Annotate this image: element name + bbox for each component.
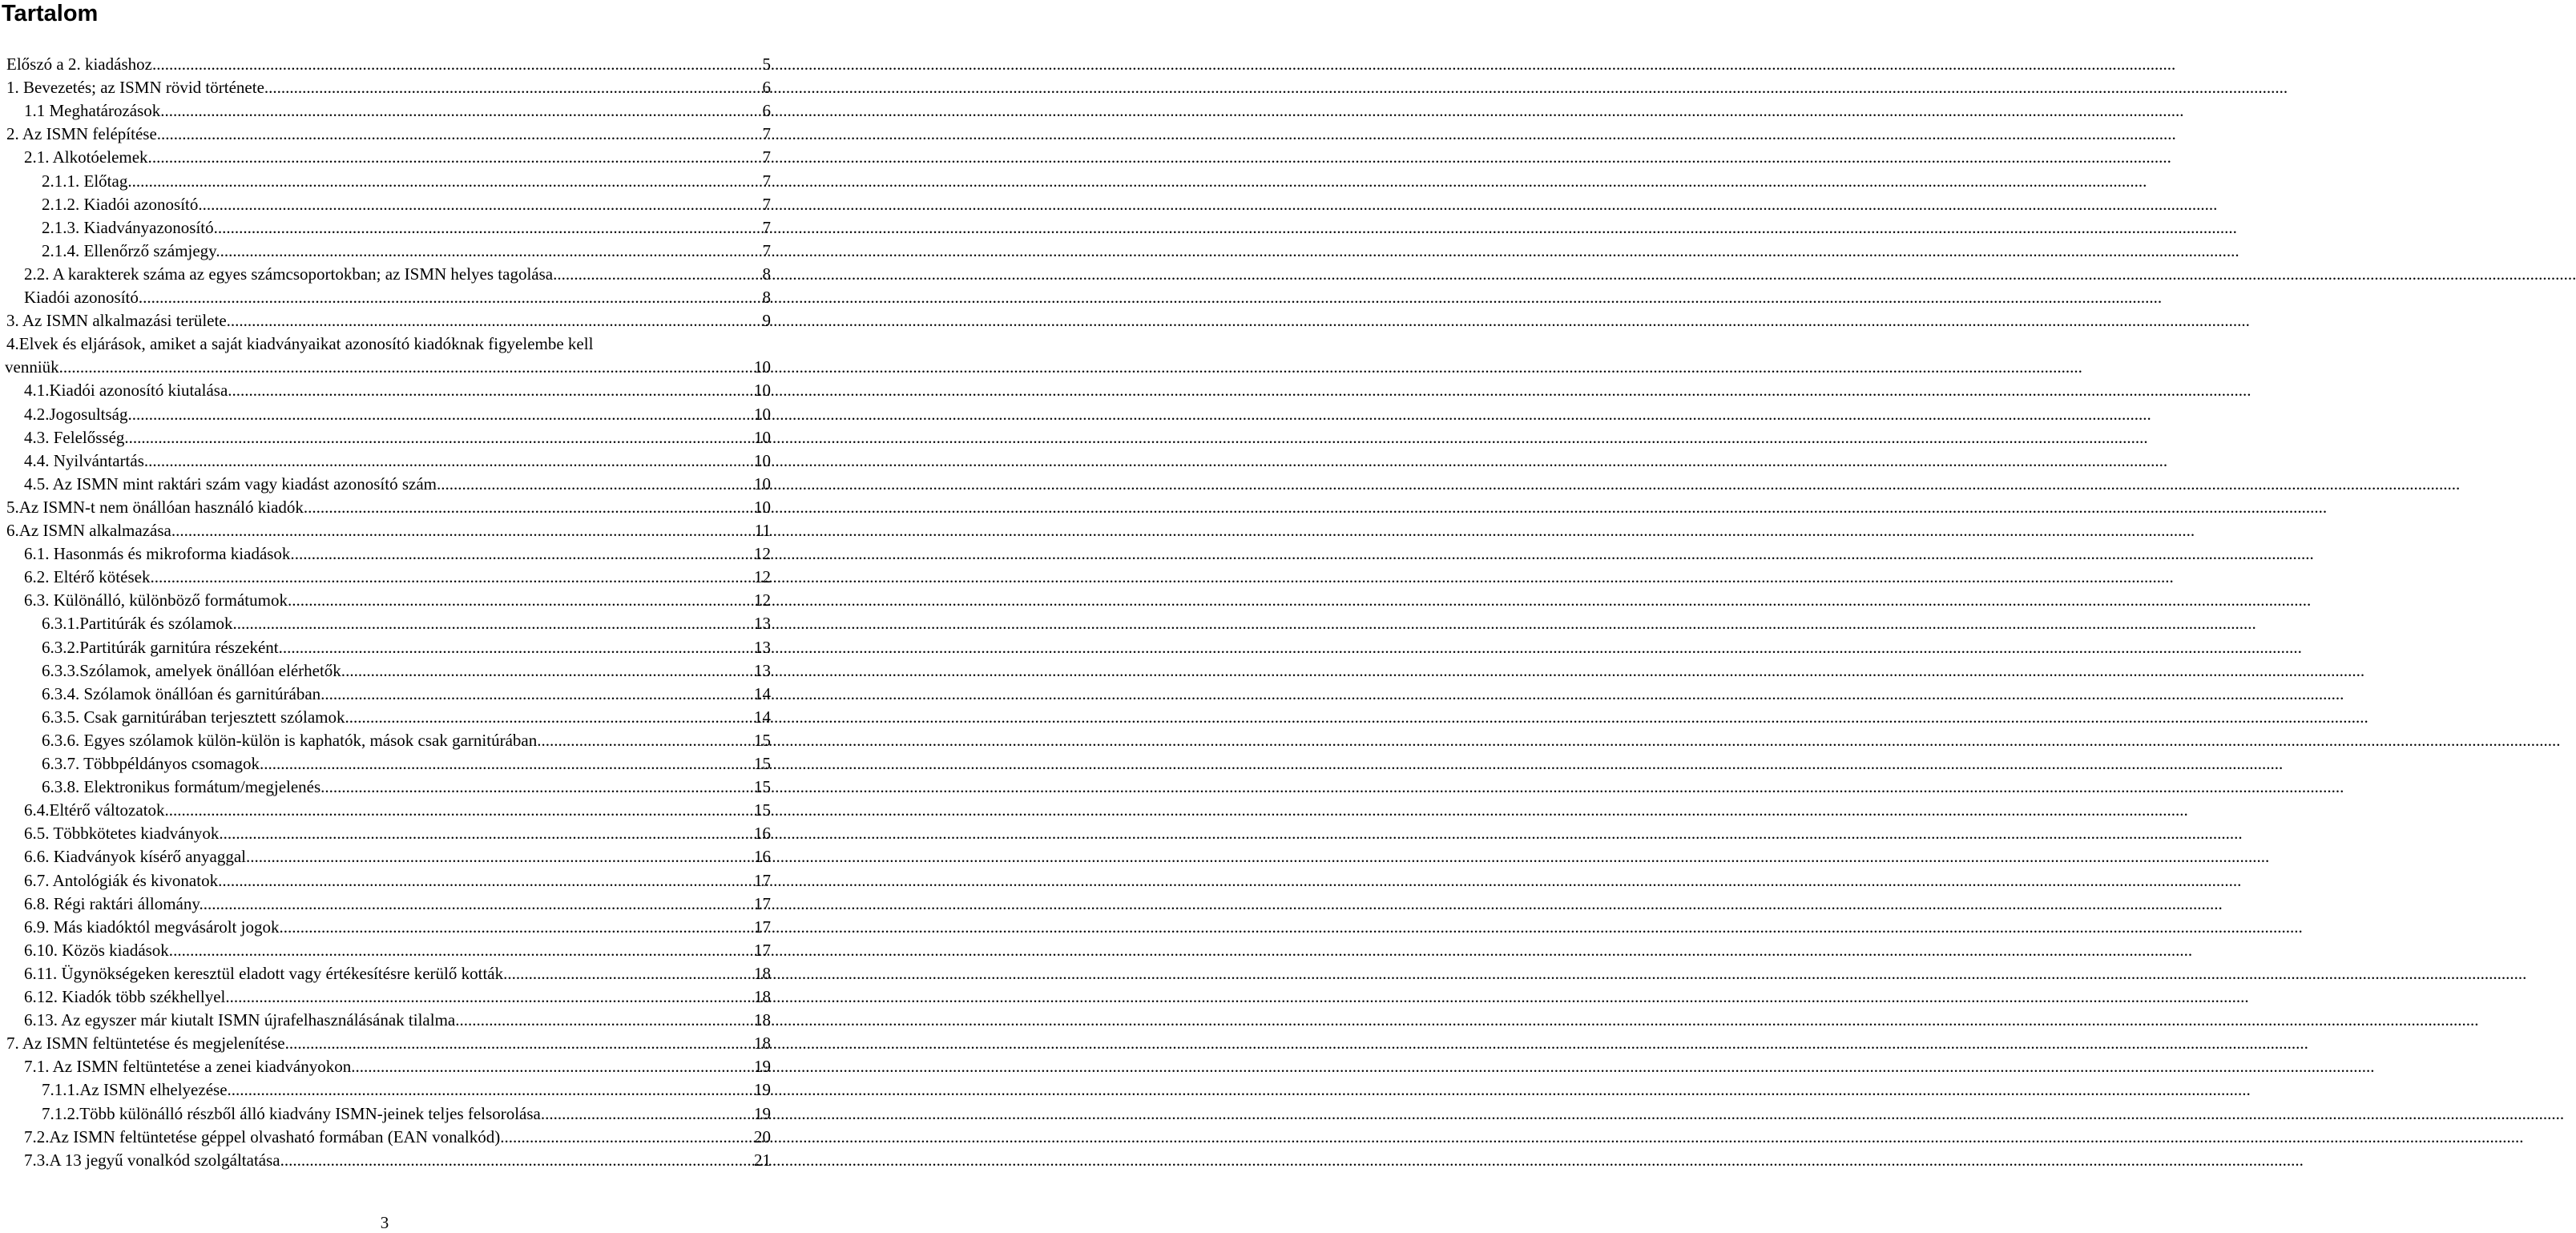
toc-entry-title: 7.3.A 13 jegyű vonalkód szolgáltatása.	[24, 1150, 284, 1170]
toc-entry[interactable]	[24, 916, 771, 939]
toc-page-number: 18	[754, 987, 771, 1006]
toc-entry[interactable]	[24, 822, 771, 845]
toc-leader-dots	[284, 916, 754, 939]
toc-entry[interactable]	[24, 1149, 771, 1172]
toc-entry[interactable]	[42, 612, 771, 635]
toc-entry[interactable]	[24, 1009, 771, 1032]
toc-entry-title: 6.3.1.Partitúrák és szólamok.	[42, 614, 237, 634]
toc-entry-title: 2.1.4. Ellenőrző számjegy.	[42, 240, 220, 260]
toc-entry-title: 4.5. Az ISMN mint raktári szám vagy kiadást azonosító szám.	[24, 473, 441, 494]
toc-entry[interactable]	[42, 1102, 771, 1126]
toc-leader-dots	[220, 240, 763, 263]
toc-entry[interactable]	[24, 799, 771, 822]
toc-leader-dots	[232, 1078, 754, 1102]
toc-leader-dots	[175, 519, 755, 542]
toc-page-number: 10	[754, 497, 771, 517]
toc-page-number: 10	[754, 450, 771, 470]
toc-page-number: 18	[754, 963, 771, 983]
toc-leader-dots	[505, 1126, 754, 1149]
toc-entry-title: 7.1.2.Több különálló részből álló kiadvány ISMN-jeinek teljes felsorolása.	[42, 1103, 546, 1123]
toc-page-number: 11	[754, 521, 771, 540]
toc-entry-title: 6.3.6. Egyes szólamok külön-külön is kaphatók, mások csak garnitúrában.	[42, 730, 542, 750]
toc-leader-dots	[545, 1102, 754, 1126]
toc-entry-title: 6.3.8. Elektronikus formátum/megjelenés.	[42, 777, 325, 797]
toc-leader-dots	[157, 123, 763, 146]
toc-entry[interactable]	[24, 99, 771, 123]
toc-leader-dots	[224, 822, 754, 845]
toc-leader-dots	[222, 869, 754, 893]
toc-page-number: 7	[762, 240, 771, 260]
toc-entry-title: 4.3. Felelősség.	[24, 427, 129, 447]
toc-entry[interactable]	[24, 869, 771, 893]
toc-entry-title: 3. Az ISMN alkalmazási területe.	[6, 311, 231, 331]
toc-entry-title: 6.10. Közös kiadások.	[24, 940, 174, 960]
toc-leader-dots	[232, 379, 754, 402]
toc-leader-dots	[132, 403, 754, 426]
toc-page-number: 19	[754, 1080, 771, 1100]
toc-entry-title: 6.Az ISMN alkalmazása.	[6, 521, 176, 540]
toc-page-number: 17	[754, 940, 771, 960]
toc-entry-title: 2.1.1. Előtag	[42, 171, 128, 191]
toc-leader-dots	[204, 893, 754, 916]
toc-page-number: 12	[754, 544, 771, 564]
toc-entry[interactable]	[42, 729, 771, 752]
toc-page-number: 16	[754, 824, 771, 844]
toc-page-number: 21	[754, 1150, 771, 1170]
toc-entry-title: 6.3. Különálló, különböző formátumok.	[24, 590, 292, 610]
toc-leader-dots	[63, 356, 754, 379]
toc-leader-dots	[289, 1032, 754, 1055]
toc-page-number: 6	[762, 78, 771, 98]
toc-page-number: 10	[754, 473, 771, 494]
toc-page-number: 10	[754, 404, 771, 424]
toc-entry-title: Kiadói azonosító.	[24, 288, 143, 307]
toc-entry[interactable]	[24, 939, 771, 962]
toc-entry-title: 6.5. Többkötetes kiadványok.	[24, 824, 224, 844]
toc-page-number: 10	[754, 427, 771, 447]
toc-leader-dots	[325, 683, 754, 706]
toc-entry-title: 4.1.Kiadói azonosító kiutalása.	[24, 381, 232, 401]
toc-entry[interactable]	[24, 146, 771, 169]
toc-entry-title: 2.2. A karakterek száma az egyes számcsoportokban; az ISMN helyes tagolása.	[24, 264, 558, 284]
toc-entry[interactable]	[24, 845, 771, 868]
toc-entry-title: 1. Bevezetés; az ISMN rövid története.	[6, 78, 269, 98]
toc-leader-dots	[283, 636, 754, 659]
toc-entry-title: 6.3.3.Szólamok, amelyek önállóan elérhetők.	[42, 660, 346, 680]
toc-page-number: 7	[762, 194, 771, 214]
toc-entry[interactable]	[6, 123, 771, 146]
toc-page-number: 13	[754, 637, 771, 657]
toc-leader-dots	[349, 706, 754, 729]
toc-page-number: 10	[754, 381, 771, 401]
toc-leader-dots	[231, 309, 763, 332]
toc-page-number: 7	[762, 171, 771, 191]
toc-leader-dots	[198, 193, 762, 216]
toc-page-number: 15	[754, 777, 771, 797]
toc-leader-dots	[165, 99, 763, 123]
toc-entry-title: 2. Az ISMN felépítése	[6, 124, 157, 144]
toc-entry[interactable]	[24, 286, 771, 309]
toc-entry[interactable]	[42, 776, 771, 799]
toc-entry[interactable]	[6, 309, 771, 332]
toc-entry[interactable]	[24, 893, 771, 916]
toc-entry-title: 6.6. Kiadványok kísérő anyaggal.	[24, 847, 251, 867]
toc-entry[interactable]	[24, 426, 771, 449]
toc-entry-title: 6.12. Kiadók több székhellyel.	[24, 987, 230, 1006]
toc-entry[interactable]	[24, 985, 771, 1009]
toc-page-number: 7	[762, 217, 771, 237]
toc-leader-dots	[169, 799, 754, 822]
toc-entry[interactable]	[6, 496, 771, 519]
toc-entry[interactable]	[6, 53, 771, 76]
toc-entry-title: 6.9. Más kiadóktól megvásárolt jogok.	[24, 917, 284, 937]
toc-entry[interactable]	[42, 193, 771, 216]
toc-leader-dots	[325, 776, 754, 799]
toc-entry[interactable]	[24, 566, 771, 589]
toc-page-number: 17	[754, 893, 771, 913]
toc-entry-title: 5.Az ISMN-t nem önállóan használó kiadók.	[6, 497, 308, 517]
toc-leader-dots	[292, 589, 754, 612]
toc-leader-dots	[152, 146, 763, 169]
toc-page-number: 7	[762, 124, 771, 144]
toc-entry-title: 6.4.Eltérő változatok.	[24, 800, 169, 820]
toc-entry[interactable]	[24, 379, 771, 402]
toc-leader-dots	[237, 612, 754, 635]
toc-leader-dots	[173, 939, 754, 962]
toc-entry-title: 6.1. Hasonmás és mikroforma kiadások.	[24, 544, 295, 564]
toc-leader-dots	[345, 659, 754, 683]
toc-page-number: 10	[754, 357, 771, 377]
toc-entry[interactable]	[42, 752, 771, 776]
toc-entry-title: 6.7. Antológiák és kivonatok.	[24, 870, 223, 890]
toc-entry-title: 7.1.1.Az ISMN elhelyezése.	[42, 1080, 232, 1100]
toc-leader-dots	[218, 216, 763, 240]
toc-entry[interactable]	[42, 216, 771, 240]
toc-page-number: 15	[754, 754, 771, 773]
toc-leader-dots	[268, 76, 762, 99]
toc-entry-title: 6.3.4. Szólamok önállóan és garnitúrában.	[42, 683, 325, 703]
toc-entry[interactable]	[24, 1126, 771, 1149]
toc-entry[interactable]	[24, 962, 771, 985]
toc-leader-dots	[308, 496, 754, 519]
toc-entry[interactable]	[24, 263, 771, 286]
toc-page-number: 6	[762, 101, 771, 121]
toc-leader-dots	[230, 985, 754, 1009]
toc-entry-title: 1.1 Meghatározások.	[24, 101, 165, 121]
toc-leader-dots	[264, 752, 754, 776]
toc-entry[interactable]	[6, 1032, 771, 1055]
toc-page-number: 13	[754, 660, 771, 680]
toc-entry[interactable]	[42, 706, 771, 729]
toc-entry-title: 6.3.2.Partitúrák garnitúra részeként.	[42, 637, 283, 657]
toc-leader-dots	[460, 1009, 755, 1032]
toc-entry-title: 6.2. Eltérő kötések.	[24, 567, 155, 587]
toc-entry-title: 7.2.Az ISMN feltüntetése géppel olvasható formában (EAN vonalkód).	[24, 1126, 505, 1146]
toc-entry[interactable]	[24, 449, 771, 473]
toc-entry-title: Előszó a 2. kiadáshoz.	[6, 54, 157, 74]
toc-leader-dots	[355, 1055, 754, 1078]
toc-entry[interactable]	[24, 542, 771, 566]
toc-entry-title: 6.11. Ügynökségeken keresztül eladott vagy értékesítésre kerülő kották.	[24, 963, 508, 983]
toc-entry[interactable]	[24, 403, 771, 426]
toc-entry-title-continuation: venniük.	[5, 357, 63, 377]
page-number: 3	[380, 1213, 389, 1232]
toc-entry[interactable]	[42, 1078, 771, 1102]
toc-entry-title: 4.Elvek és eljárások, amiket a saját kiadványaikat azonosító kiadóknak figyelembe kell	[6, 334, 594, 354]
toc-leader-dots	[507, 962, 754, 985]
toc-entry-title: 7. Az ISMN feltüntetése és megjelenítése.	[6, 1034, 289, 1054]
toc-page-number: 19	[754, 1057, 771, 1077]
toc-entry[interactable]	[6, 76, 771, 99]
toc-leader-dots	[129, 426, 754, 449]
toc-page-number: 20	[754, 1126, 771, 1146]
toc-entry[interactable]	[6, 519, 771, 542]
toc-entry[interactable]	[24, 473, 771, 496]
toc-leader-dots	[250, 845, 754, 868]
toc-entry[interactable]	[42, 240, 771, 263]
toc-leader-dots	[295, 542, 754, 566]
toc-entry-title: 2.1.2. Kiadói azonosító	[42, 194, 199, 214]
toc-page-number: 9	[762, 311, 771, 331]
toc-page-number: 18	[754, 1034, 771, 1054]
toc-leader-dots	[155, 566, 754, 589]
toc-page-number: 19	[754, 1103, 771, 1123]
toc-entry-title: 6.3.5. Csak garnitúrában terjesztett szólamok.	[42, 707, 349, 727]
toc-page-number: 8	[762, 288, 771, 307]
toc-entry-title: 4.4. Nyilvántartás.	[24, 450, 149, 470]
toc-entry[interactable]	[42, 683, 771, 706]
toc-entry[interactable]	[42, 659, 771, 683]
toc-entry-title: 6.8. Régi raktári állomány.	[24, 893, 204, 913]
toc-leader-dots	[127, 170, 762, 193]
toc-page-number: 12	[754, 590, 771, 610]
toc-entry-title: 6.13. Az egyszer már kiutalt ISMN újrafelhasználásának tilalma.	[24, 1010, 460, 1030]
toc-entry[interactable]	[24, 589, 771, 612]
toc-leader-dots	[541, 729, 754, 752]
toc-page-number: 14	[754, 683, 771, 703]
toc-page-number: 8	[762, 264, 771, 284]
toc-entry-title: 7.1. Az ISMN feltüntetése a zenei kiadványokon.	[24, 1057, 356, 1077]
toc-page-number: 16	[754, 847, 771, 867]
toc-entry[interactable]	[42, 636, 771, 659]
toc-page-number: 17	[754, 917, 771, 937]
toc-page-number: 5	[762, 54, 771, 74]
toc-leader-dots	[284, 1149, 754, 1172]
toc-entry-title: 4.2.Jogosultság.	[24, 404, 132, 424]
toc-page-number: 15	[754, 730, 771, 750]
page-title: Tartalom	[2, 1, 99, 26]
toc-entry[interactable]	[5, 356, 771, 379]
toc-leader-dots	[156, 53, 762, 76]
toc-page-number: 7	[762, 147, 771, 167]
toc-leader-dots	[148, 449, 754, 473]
toc-entry[interactable]	[24, 1055, 771, 1078]
table-of-contents	[0, 53, 769, 1191]
toc-page-number: 18	[754, 1010, 771, 1030]
toc-leader-dots	[557, 263, 762, 286]
toc-page-number: 13	[754, 614, 771, 634]
toc-entry-title: 2.1. Alkotóelemek.	[24, 147, 152, 167]
toc-leader-dots	[441, 473, 754, 496]
toc-entry[interactable]	[42, 170, 771, 193]
toc-leader-dots	[143, 286, 762, 309]
toc-page-number: 12	[754, 567, 771, 587]
toc-page-number: 17	[754, 870, 771, 890]
toc-page-number: 15	[754, 800, 771, 820]
toc-page-number: 14	[754, 707, 771, 727]
toc-entry-title: 2.1.3. Kiadványazonosító.	[42, 217, 218, 237]
toc-entry-title: 6.3.7. Többpéldányos csomagok.	[42, 754, 264, 773]
